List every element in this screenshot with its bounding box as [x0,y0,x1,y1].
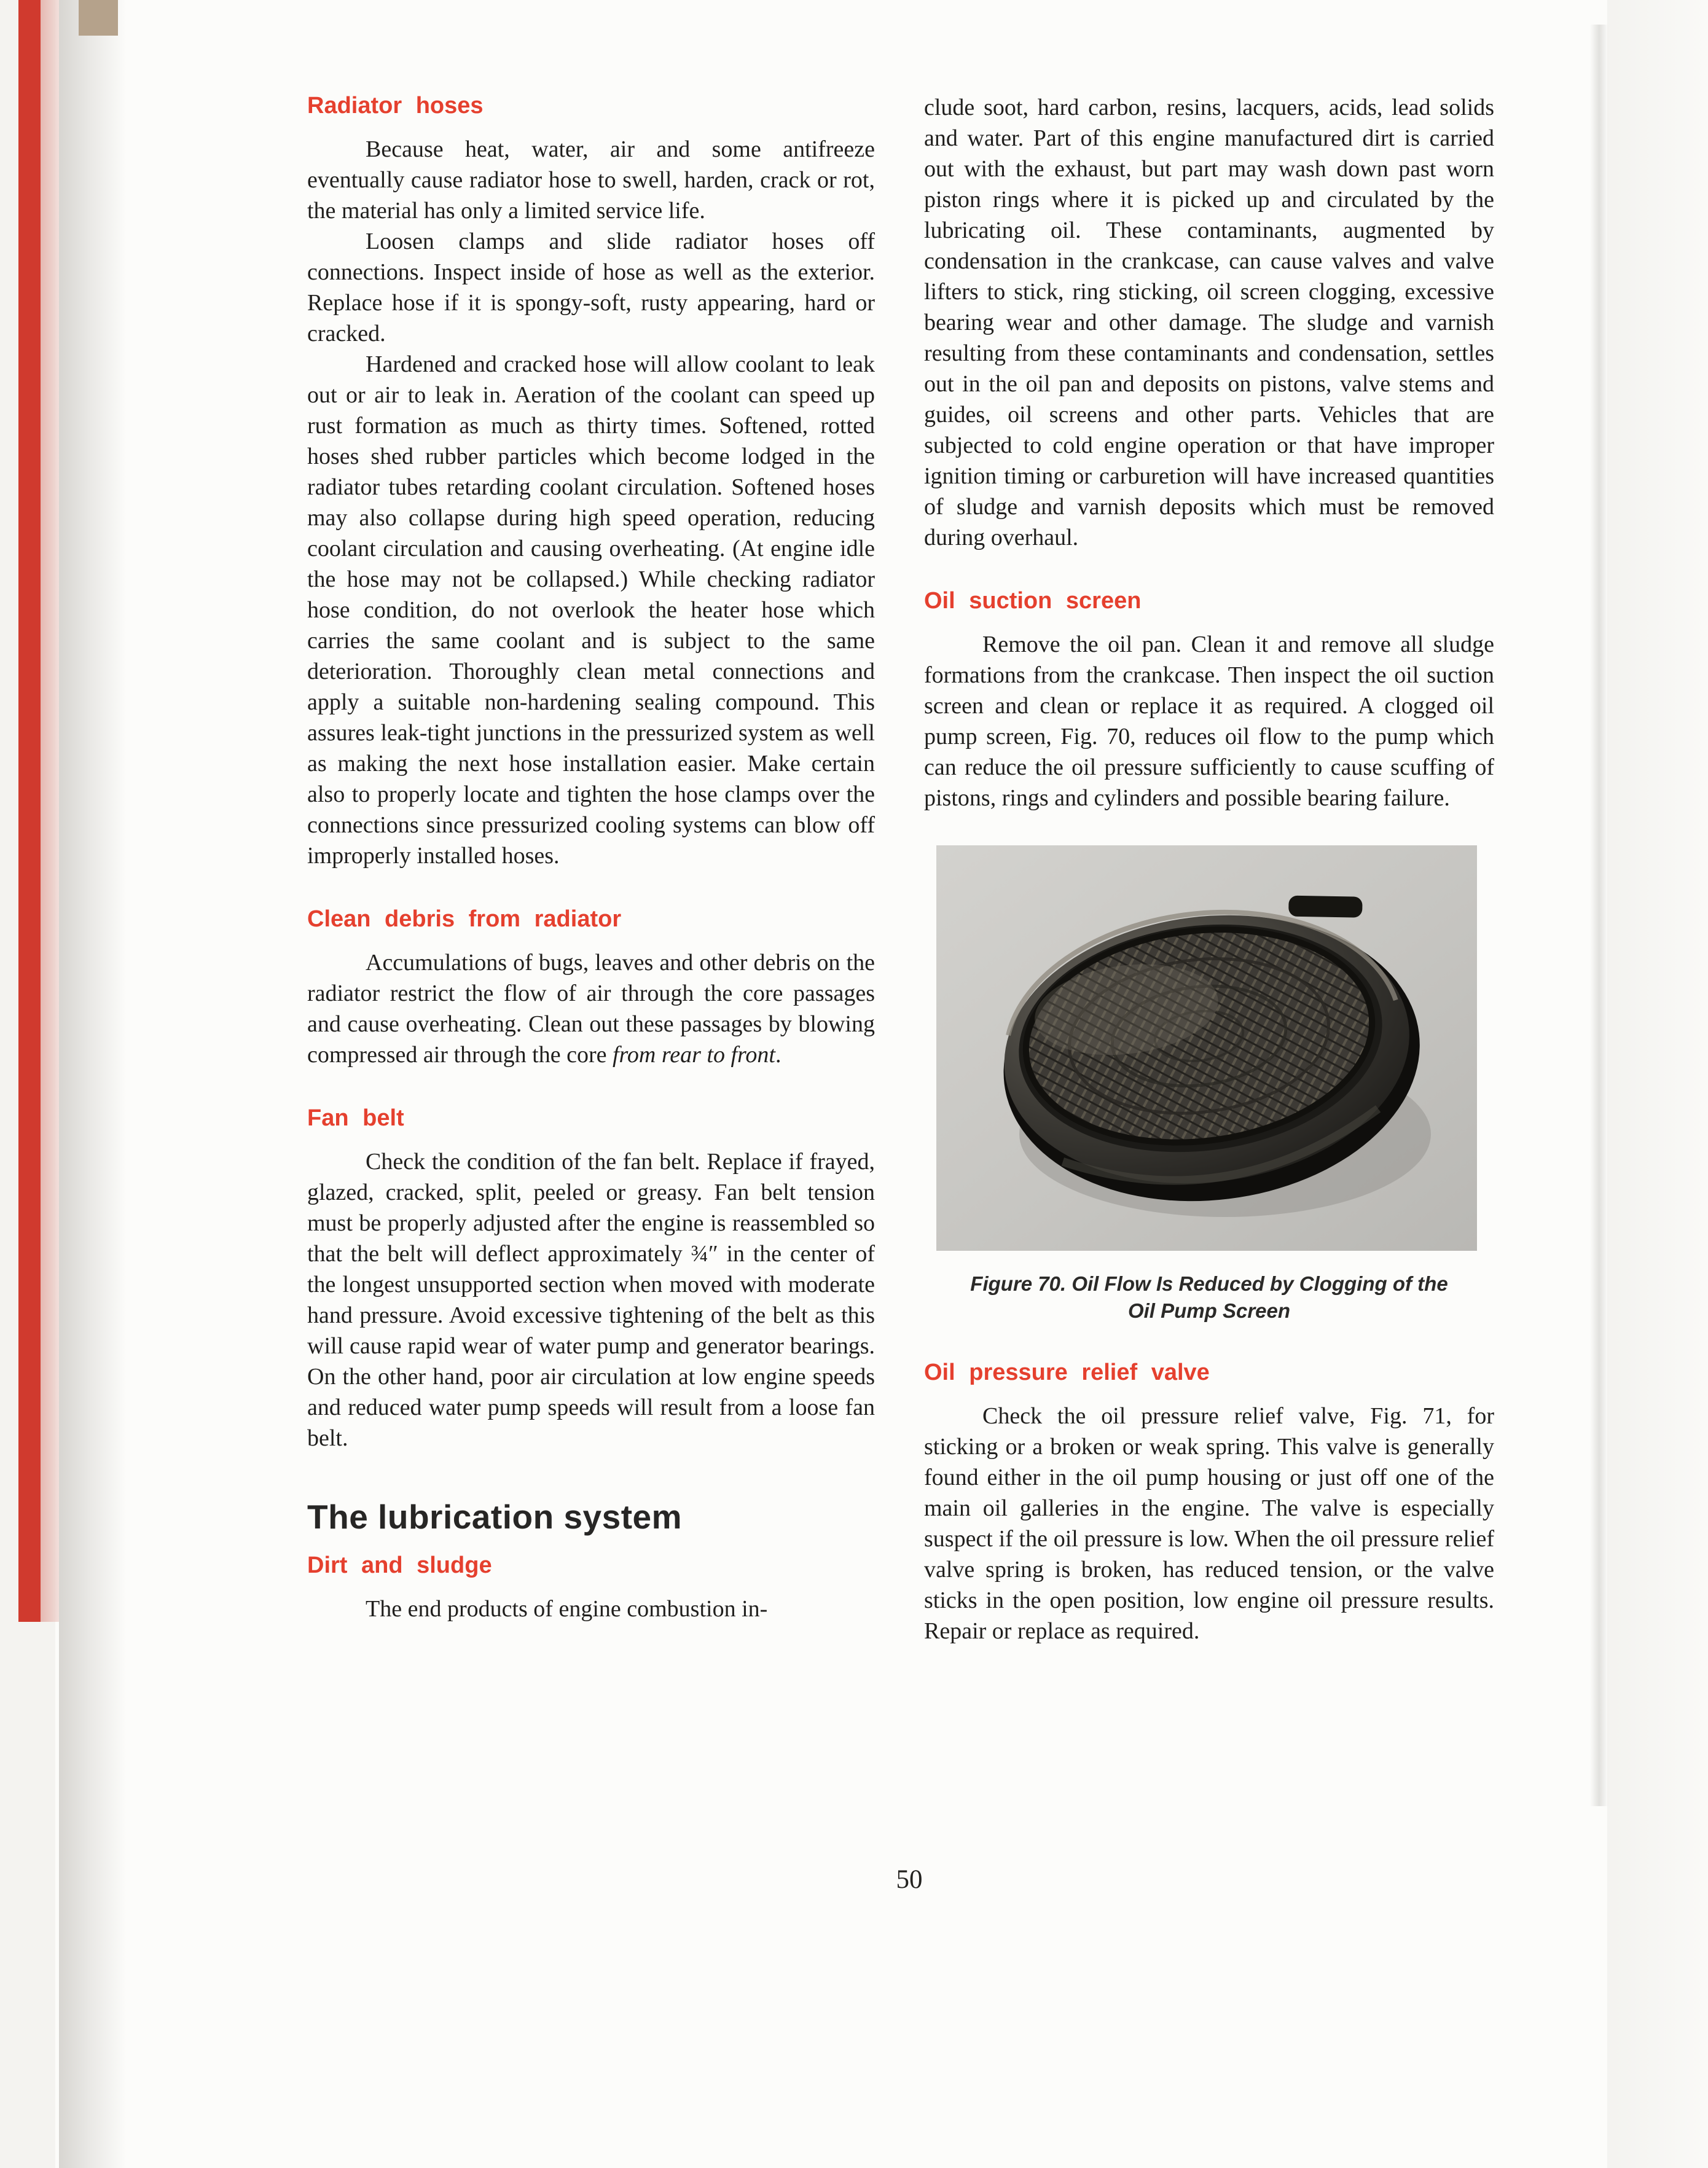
scan-artifact-pink-strip [41,0,59,1622]
figure-caption-line-1: Figure 70. Oil Flow Is Reduced by Clogging of the [970,1272,1448,1295]
page-number: 50 [896,1865,923,1894]
paragraph-radiator-hoses-2: Loosen clamps and slide radiator hoses off connections. Inspect inside of hose as well as the exterior. Replace hose if it is spongy-soft, rusty appearing, hard or cracked. [307,229,875,346]
paragraph-text: . [775,1042,782,1068]
oil-pump-screen-illustration [936,845,1477,1251]
paragraph-fan-belt: Check the condition of the fan belt. Replace if frayed, glazed, cracked, split, peeled or greasy. Fan belt tension must be properly adjusted after the engine is reassembled so that the belt will deflect approximately ¾″ in the center of the longest unsupported section when moved with moderate hand pressure. Avoid excessive tightening of the belt as this will cause rapid wear of water pump and generator bearings. On the other hand, poor air circulation at low engine speeds and reduced water pump speeds will result from a loose fan belt. [307,1149,875,1451]
section-heading-lubrication-system: The lubrication system [307,1498,683,1536]
heading-fan-belt: Fan belt [307,1105,404,1131]
paragraph-oil-pressure-relief-valve: Check the oil pressure relief valve, Fig. 71, for sticking or a broken or weak spring. This valve is generally found either in the oil pump housing or just off one of the main oil galleries in the engine. The valve is especially suspect if the oil pressure is low. When the oil pressure relief valve spring is broken, has reduced tension, or the valve sticks in the open position, low engine oil pressure results. Repair or replace as required. [924,1403,1494,1644]
heading-dirt-and-sludge: Dirt and sludge [307,1552,492,1578]
heading-oil-pressure-relief-valve: Oil pressure relief valve [924,1360,1210,1385]
figure-70 [924,845,1494,1325]
right-column [924,92,1494,1646]
paragraph-text: Accumulations of bugs, leaves and other debris on the radiator restrict the flow of air through the core passages and cause overheating. Clean out these passages by blowing compressed air through the core [307,950,875,1068]
figure-70-photo-oil-pump-screen [936,845,1477,1251]
scan-artifact-red-strip [18,0,41,1622]
paragraph-dirt-and-sludge: The end products of engine combustion in- [366,1596,768,1622]
paragraph-dirt-and-sludge-continued: clude soot, hard carbon, resins, lacquers, acids, lead solids and water. Part of this engine manufactured dirt is carried out with the exhaust, but part may wash down past worn piston rings where it is picked up and circulated by the lubricating oil. These contaminants, augmented by condensation in the crankcase, can cause valves and valve lifters to stick, ring sticking, oil screen clogging, excessive bearing wear and other damage. The sludge and varnish resulting from these contaminants and condensation, settles out in the oil pan and deposits on pistons, valve stems and guides, oil screens and other parts. Vehicles that are subjected to cold engine operation or that have improper ignition timing or carburetion will have increased quantities of sludge and varnish deposits which must be removed during overhaul. [924,95,1494,550]
scan-artifact-right-shade [1607,0,1708,2168]
figure-caption-line-2: Oil Pump Screen [1127,1299,1291,1322]
heading-oil-suction-screen: Oil suction screen [924,588,1142,614]
paragraph-oil-suction-screen: Remove the oil pan. Clean it and remove all sludge formations from the crankcase. Then inspect the oil suction screen and clean or replace it as required. A clogged oil pump screen, Fig. 70, reduces oil flow to the pump which can reduce the oil pressure sufficiently to cause scuffing of pistons, rings and cylinders and possible bearing failure. [924,632,1494,811]
paragraph-radiator-hoses-3: Hardened and cracked hose will allow coolant to leak out or air to leak in. Aeration of the coolant can speed up rust formation as much as thirty times. Softened, rotted hoses shed rubber particles which become lodged in the radiator tubes retarding coolant circulation. Softened hoses may also collapse during high speed operation, reducing coolant circulation and causing overheating. (At engine idle the hose may not be collapsed.) While checking radiator hose condition, do not overlook the heater hose which carries the same coolant and is subject to the same deterioration. Thoroughly clean metal connections and apply a suitable non-hardening sealing compound. This assures leak-tight junctions in the pressurized system as well as making the next hose installation easier. Make certain also to properly locate and tighten the hose clamps over the connections since pressurized cooling systems can blow off improperly installed hoses. [307,351,875,869]
left-column [307,92,875,1624]
scan-artifact-crease [1590,25,1608,1806]
heading-clean-debris: Clean debris from radiator [307,906,622,932]
paragraph-clean-debris [307,947,875,1070]
paragraph-radiator-hoses-1: Because heat, water, air and some antifreeze eventually cause radiator hose to swell, harden, crack or rot, the material has only a limited service life. [307,136,875,224]
paragraph-italic-phrase: from rear to front [613,1042,775,1068]
scan-artifact-corner-mark [79,0,118,36]
figure-70-caption [924,1270,1494,1325]
heading-radiator-hoses: Radiator hoses [307,93,484,119]
scan-artifact-page-edge-shadow [59,0,127,2168]
